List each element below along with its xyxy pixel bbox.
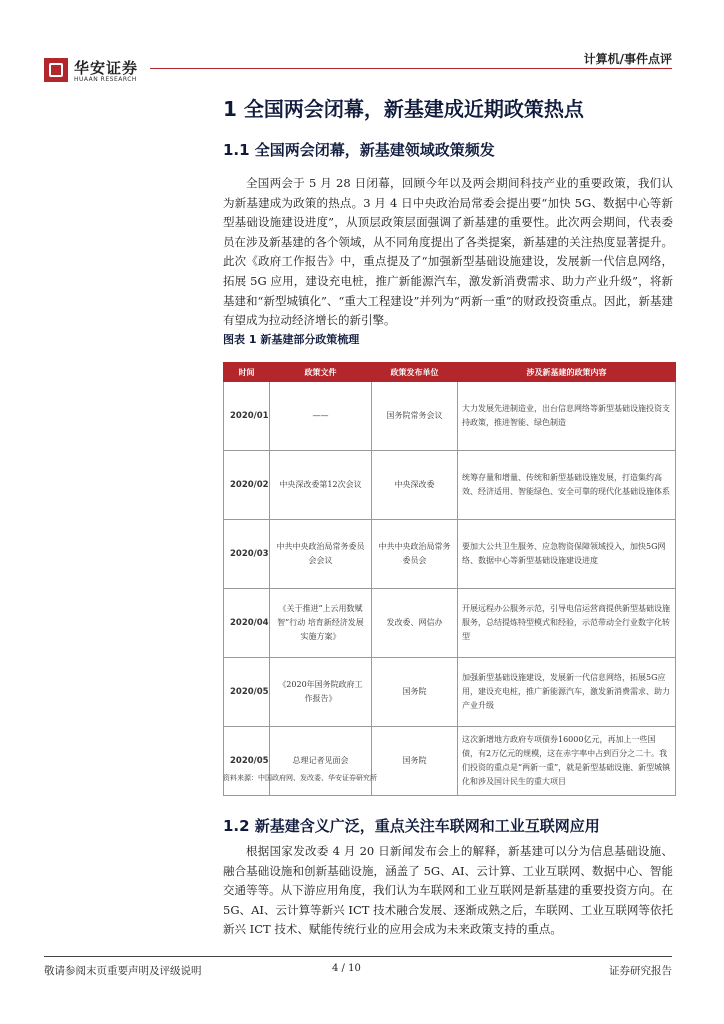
logo-subtext: HUAAN RESEARCH xyxy=(74,76,137,83)
cell-doc: 中共中央政治局常务委员会会议 xyxy=(270,520,372,589)
header-divider xyxy=(150,68,672,69)
cell-unit: 国务院 xyxy=(372,727,458,796)
subsection-heading-1: 1.1 全国两会闭幕，新基建领域政策频发 xyxy=(223,141,495,159)
header-time: 时间 xyxy=(224,363,270,382)
cell-content: 这次新增地方政府专项债券16000亿元，再加上一些国债，有2万亿元的规模，这在赤字率中占到百分之二十。我们投资的重点是“两新一重”，就是新型基础设施、新型城镇化和涉及国计民生的重大项目 xyxy=(458,727,676,796)
cell-unit: 发改委、网信办 xyxy=(372,589,458,658)
section-heading: 1 全国两会闭幕，新基建成近期政策热点 xyxy=(223,97,584,121)
table-row xyxy=(224,727,676,796)
header-unit: 政策发布单位 xyxy=(372,363,458,382)
header-doc: 政策文件 xyxy=(270,363,372,382)
cell-unit: 国务院 xyxy=(372,658,458,727)
table-row xyxy=(224,658,676,727)
report-category: 计算机/事件点评 xyxy=(583,52,672,66)
logo-mark xyxy=(44,58,68,82)
footer-divider xyxy=(44,956,672,957)
subsection-heading-2: 1.2 新基建含义广泛，重点关注车联网和工业互联网应用 xyxy=(223,817,600,835)
disclaimer-note: 敬请参阅末页重要声明及评级说明 xyxy=(44,965,202,977)
cell-content: 加强新型基础设施建设，发展新一代信息网络，拓展5G应用，建设充电桩，推广新能源汽车，激发新消费需求、助力产业升级 xyxy=(458,658,676,727)
paragraph-2: 根据国家发改委 4 月 20 日新闻发布会上的解释，新基建可以分为信息基础设施、融合基础设施和创新基础设施，涵盖了 5G、AI、云计算、工业互联网、数据中心、智能交通等等。从下游应用角度，我们认为车联网和工业互联网是新基建的重要投资方向。在 5G、AI、云计算等新兴 ICT 技术融合发展、逐渐成熟之后，车联网、工业互联网等依托新兴 ICT 技术、赋能传统行业的应用会成为未来政策支持的重点。 xyxy=(223,844,673,937)
seal-icon xyxy=(49,63,63,77)
cell-doc: 总理记者见面会 xyxy=(270,727,372,796)
cell-time: 2020/05 xyxy=(224,727,270,796)
table-header-row xyxy=(224,363,676,382)
cell-content: 大力发展先进制造业，出台信息网络等新型基础设施投资支持政策，推进智能、绿色制造 xyxy=(458,382,676,451)
figure-title: 图表 1 新基建部分政策梳理 xyxy=(223,333,360,346)
figure-source: 资料来源：中国政府网、发改委、华安证券研究所 xyxy=(223,774,377,782)
logo-text: 华安证券 xyxy=(74,59,139,77)
cell-time: 2020/04 xyxy=(224,589,270,658)
cell-content: 要加大公共卫生服务、应急物资保障领域投入，加快5G网络、数据中心等新型基础设施建设进度 xyxy=(458,520,676,589)
cell-time: 2020/02 xyxy=(224,451,270,520)
cell-time: 2020/03 xyxy=(224,520,270,589)
cell-time: 2020/01 xyxy=(224,382,270,451)
cell-content: 统筹存量和增量、传统和新型基础设施发展，打造集约高效、经济适用、智能绿色、安全可靠的现代化基础设施体系 xyxy=(458,451,676,520)
cell-doc: 《2020年国务院政府工作报告》 xyxy=(270,658,372,727)
cell-doc: 《关于推进“上云用数赋智”行动 培育新经济发展实施方案》 xyxy=(270,589,372,658)
report-type: 证券研究报告 xyxy=(609,965,672,977)
cell-doc: —— xyxy=(270,382,372,451)
table-row xyxy=(224,520,676,589)
cell-doc: 中央深改委第12次会议 xyxy=(270,451,372,520)
header-content: 涉及新基建的政策内容 xyxy=(458,363,676,382)
page-number: 4 / 10 xyxy=(332,963,361,974)
cell-time: 2020/05 xyxy=(224,658,270,727)
policy-table xyxy=(223,362,676,796)
cell-unit: 中央深改委 xyxy=(372,451,458,520)
table-row xyxy=(224,451,676,520)
cell-unit: 中共中央政治局常务委员会 xyxy=(372,520,458,589)
paragraph-1: 全国两会于 5 月 28 日闭幕，回顾今年以及两会期间科技产业的重要政策，我们认为新基建成为政策的热点。3 月 4 日中央政治局常委会提出要“加快 5G、数据中心等新型基础设施建设进度”，从顶层政策层面强调了新基建的重要性。此次两会期间，代表委员在涉及新基建的各个领域，从不同角度提出了各类提案，新基建的关注热度显著提升。此次《政府工作报告》中，重点提及了“加强新型基础设施建设，发展新一代信息网络，拓展 5G 应用，建设充电桩，推广新能源汽车，激发新消费需求、助力产业升级”，将新基建和“新型城镇化”、“重大工程建设”并列为“两新一重”的财政投资重点。因此，新基建有望成为拉动经济增长的新引擎。 xyxy=(223,176,673,328)
table-row xyxy=(224,589,676,658)
cell-unit: 国务院常务会议 xyxy=(372,382,458,451)
table-row xyxy=(224,382,676,451)
cell-content: 开展远程办公服务示范，引导电信运营商提供新型基础设施服务，总结提炼特型模式和经验，示范带动全行业数字化转型 xyxy=(458,589,676,658)
